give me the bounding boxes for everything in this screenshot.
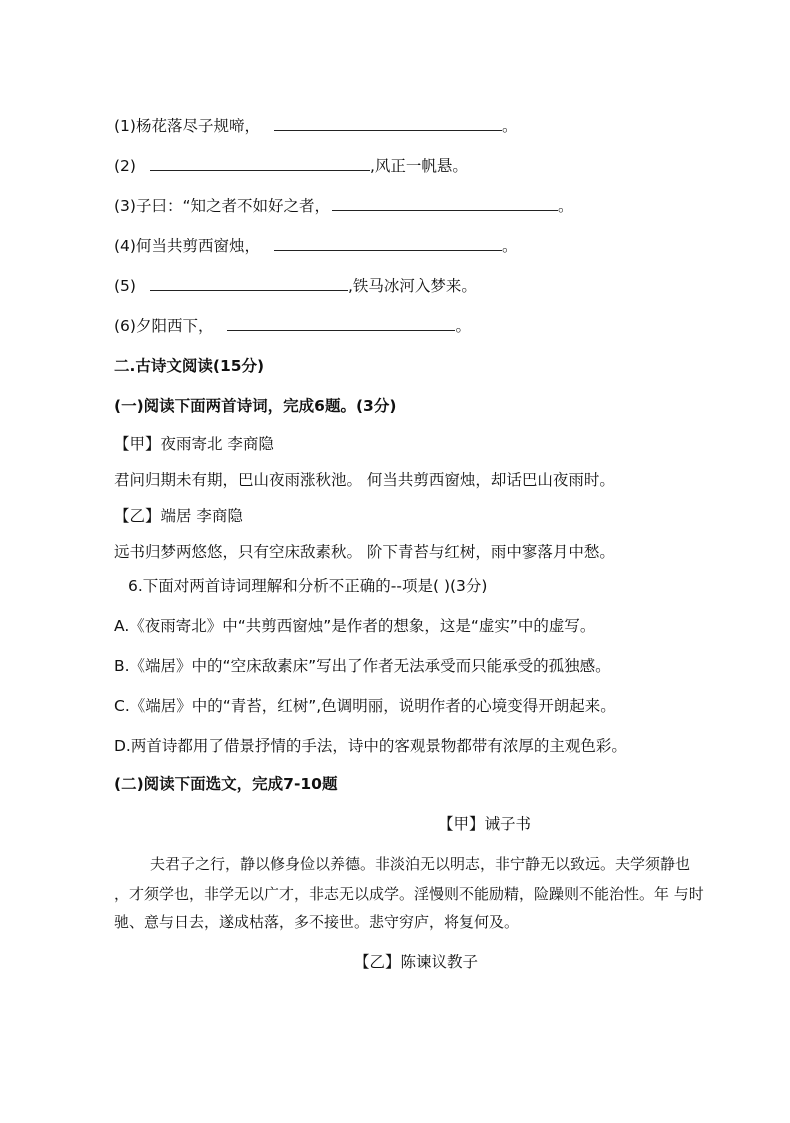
fill-blank-4	[114, 235, 517, 257]
fill-blank-1-after: 。	[501, 117, 518, 135]
fill-blank-3-after: 。	[558, 197, 574, 215]
fill-blank-5	[114, 275, 477, 297]
fill-blank-6	[114, 315, 471, 337]
fill-blank-2	[114, 155, 468, 177]
fill-blank-2-after: ,风正一帆悬。	[369, 157, 468, 175]
fill-blank-6-after: 。	[455, 317, 471, 335]
poem-b-text: 远书归梦两悠悠，只有空床敌素秋。 阶下青苔与红树，雨中寥落月中愁。	[114, 543, 615, 561]
question-6: 6.下面对两首诗词理解和分析不正确的--项是( )(3分)	[128, 577, 488, 595]
answer-blank-3[interactable]	[332, 196, 558, 211]
answer-blank-2[interactable]	[150, 156, 370, 171]
part-1-title: (一)阅读下面两首诗词，完成6题。(3分)	[114, 397, 397, 415]
fill-blank-3-before: (3)子曰：“知之者不如好之者，	[114, 197, 330, 215]
answer-blank-4[interactable]	[274, 236, 502, 251]
fill-blank-4-before: (4)何当共剪西窗烛，	[114, 237, 260, 255]
answer-blank-1[interactable]	[274, 116, 502, 131]
fill-blank-4-after: 。	[501, 237, 518, 255]
text-a-line-1: 夫君子之行，静以修身俭以养德。非淡泊无以明志，非宁静无以致远。夫学须静也	[150, 855, 691, 873]
poem-a-text: 君问归期未有期，巴山夜雨涨秋池。 何当共剪西窗烛，却话巴山夜雨时。	[114, 471, 615, 489]
section-2-title: 二.古诗文阅读(15分)	[114, 357, 265, 375]
part-2-title: (二)阅读下面选文，完成7-10题	[114, 775, 338, 793]
fill-blank-6-before: (6)夕阳西下，	[114, 317, 214, 335]
fill-blank-1	[114, 115, 517, 137]
option-d: D.两首诗都用了借景抒情的手法，诗中的客观景物都带有浓厚的主观色彩。	[114, 737, 627, 755]
answer-blank-6[interactable]	[227, 316, 455, 331]
fill-blank-2-before: (2)	[114, 157, 136, 175]
text-a-line-3: 驰、意与日去，遂成枯落，多不接世。悲守穷庐，将复何及。	[114, 913, 520, 931]
poem-b-title: 【乙】端居 李商隐	[114, 507, 243, 525]
option-a: A.《夜雨寄北》中“共剪西窗烛”是作者的想象，这是“虚实”中的虚写。	[114, 617, 596, 635]
poem-a-title: 【甲】夜雨寄北 李商隐	[114, 435, 274, 453]
fill-blank-3	[114, 195, 574, 217]
answer-blank-5[interactable]	[150, 276, 348, 291]
fill-blank-5-after: ,铁马冰河入梦来。	[347, 277, 477, 295]
fill-blank-1-before: (1)杨花落尽子规啼，	[114, 117, 260, 135]
text-a-line-2: ，才须学也，非学无以广才，非志无以成学。淫慢则不能励精，险躁则不能治性。年 与时	[114, 885, 704, 903]
option-b: B.《端居》中的“空床敌素床”写出了作者无法承受而只能承受的孤独感。	[114, 657, 611, 675]
option-c: C.《端居》中的“青苔，红树”,色调明丽，说明作者的心境变得开朗起来。	[114, 697, 616, 715]
text-a-title: 【甲】诫子书	[438, 815, 532, 833]
fill-blank-5-before: (5)	[114, 277, 136, 295]
text-b-title: 【乙】陈谏议教子	[354, 953, 479, 971]
